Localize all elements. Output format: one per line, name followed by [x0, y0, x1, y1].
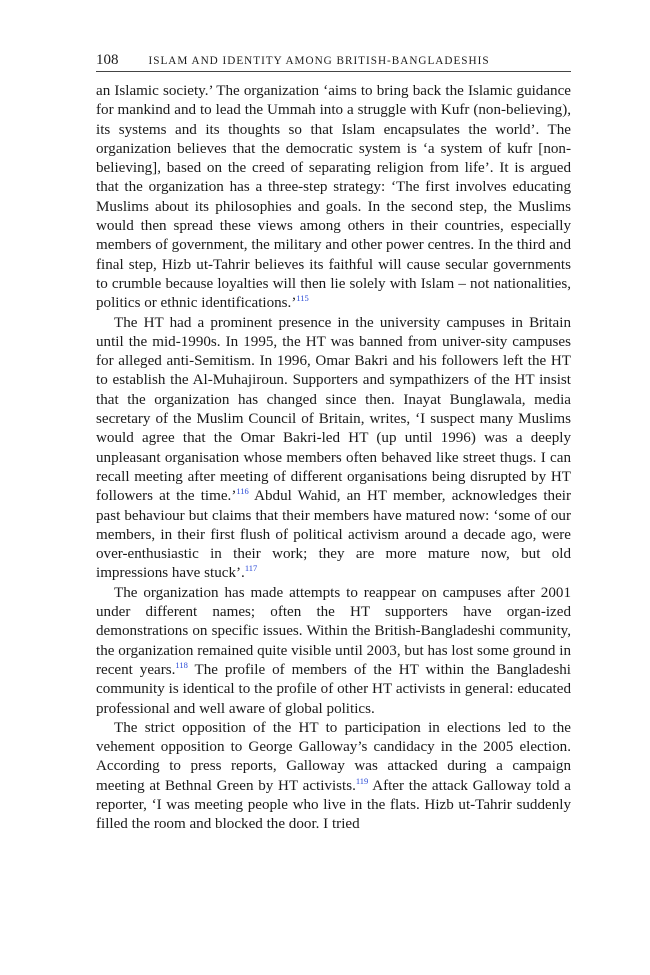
paragraph-text: After the attack Galloway told a reporter, ‘I was meeting people who live in the flats. Hizb ut-Tahrir suddenly filled the room and blocked the door. I tried	[96, 777, 571, 833]
paragraph-text: The profile of members of the HT within the Bangladeshi community is identical to the profile of other HT activists in general: educated professional and well aware of global politics.	[96, 661, 571, 717]
footnote-ref-119[interactable]: 119	[355, 775, 369, 786]
paragraph-text: The organization has made attempts to reappear on campuses after 2001 under different names; often the HT supporters have organ-ized demonstrations on specific issues. Within the British-Bangladeshi community, the organization remained quite visible until 2003, but has lost some ground in recent years.	[96, 584, 571, 678]
running-head: ISLAM AND IDENTITY AMONG BRITISH-BANGLADESHIS	[148, 55, 490, 67]
page-number: 108	[96, 52, 119, 68]
paragraph-text: The strict opposition of the HT to participation in elections led to the vehement opposition to George Galloway’s candidacy in the 2005 election. According to press reports, Galloway was attacked during a campaign meeting at Bethnal Green by HT activists.	[96, 719, 571, 794]
paragraph-text: The HT had a prominent presence in the university campuses in Britain until the mid-1990s. In 1995, the HT was banned from univer-sity campuses for alleged anti-Semitism. In 1996, Omar Bakri and his followers left the HT to establish the Al-Muhajiroun. Supporters and sympathizers of the HT insist that the organization has changed since then. Inayat Bunglawala, media secretary of the Muslim Council of Britain, writes, ‘I suspect many Muslims would agree that the Omar Bakri-led HT (up until 1996) was a deeply unpleasant organisation whose members often behaved like street thugs. I can recall meeting after meeting of different organisations being disrupted by HT followers at the time.’	[96, 314, 571, 505]
paragraph-text: Abdul Wahid, an HT member, acknowledges their past behaviour but claims that their members have matured now: ‘some of our members, in their first flush of political activism around a decade ago, were over-enthusiastic in their work; they are more mature now, but old impressions have stuck’.	[96, 488, 571, 582]
paragraph-3	[96, 584, 571, 719]
footnote-ref-117[interactable]: 117	[244, 563, 258, 574]
footnote-ref-115[interactable]: 115	[296, 293, 309, 304]
paragraph-text: an Islamic society.’ The organization ‘aims to bring back the Islamic guidance for mankind and to lead the Ummah into a struggle with Kufr (non-believing), its systems and its thoughts so that Islam encapsulates the world’. The organization believes that the democratic system is ‘a system of kufr [non-believing], based on the creed of separating religion from life’. It is argued that the organization has a three-step strategy: ‘The first involves educating Muslims about its philosophies and goals. In the second step, the Muslims would then spread these views among others in their countries, especially members of government, the military and other power centres. In the third and final step, Hizb ut-Tahrir believes its faithful will cause secular governments to crumble because loyalties will then lie solely with Islam – not nationalities, politics or ethnic identifications.’	[96, 83, 571, 312]
body-text	[96, 82, 571, 835]
paragraph-1	[96, 82, 571, 314]
page-header	[96, 52, 571, 72]
paragraph-4	[96, 719, 571, 835]
footnote-ref-116[interactable]: 116	[236, 486, 249, 497]
footnote-ref-118[interactable]: 118	[175, 659, 188, 670]
paragraph-2	[96, 314, 571, 584]
